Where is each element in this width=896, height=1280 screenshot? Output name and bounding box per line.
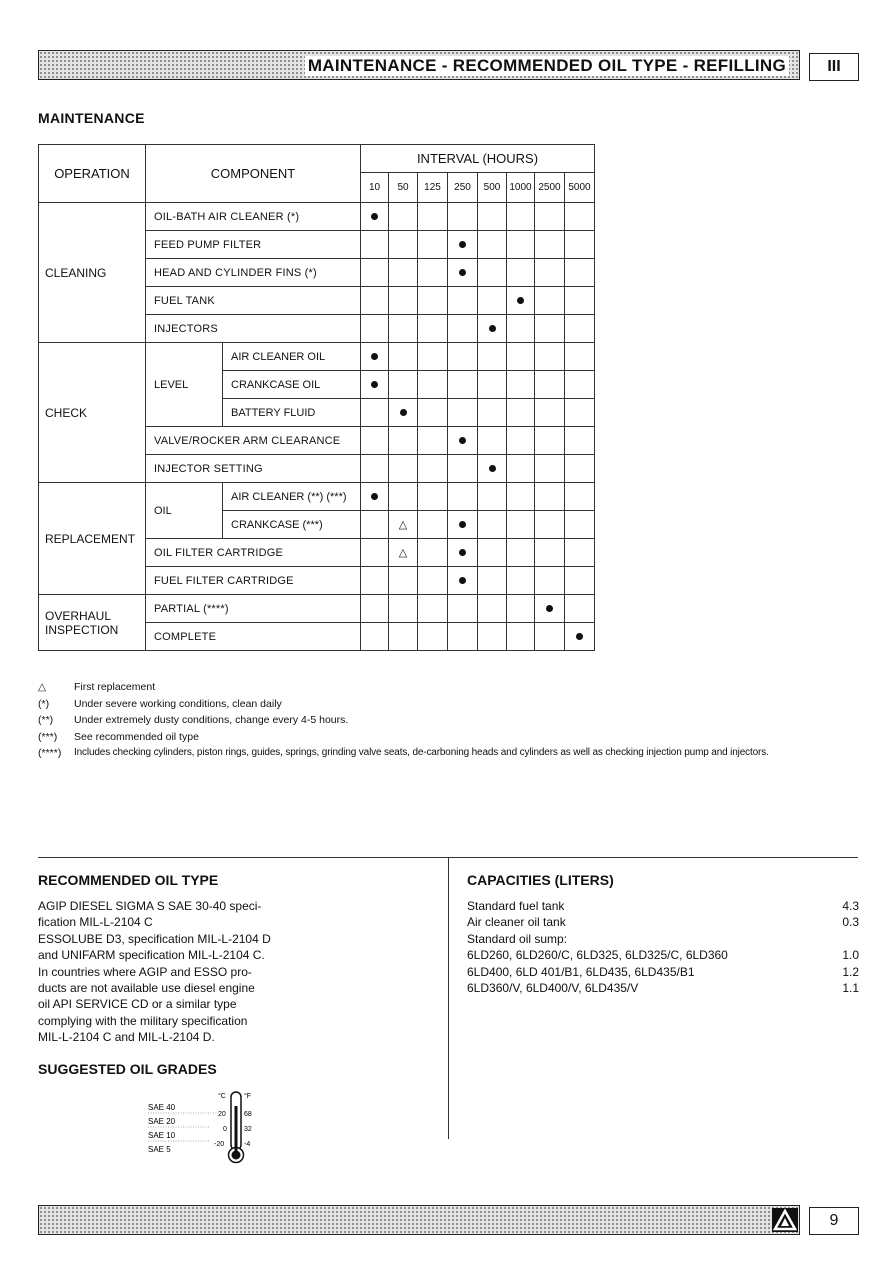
interval-2500: 2500: [535, 173, 565, 203]
first-replacement-icon: △: [389, 511, 418, 539]
row-label: FUEL FILTER CARTRIDGE: [146, 567, 361, 595]
fahrenheit-tick: -4: [244, 1141, 251, 1148]
inspection-label: INSPECTION: [45, 622, 119, 637]
celsius-unit: °C: [218, 1093, 226, 1100]
subgroup-level: LEVEL: [146, 343, 223, 427]
capacity-row: [467, 947, 859, 963]
first-replacement-icon: △: [389, 539, 418, 567]
oil-grades-heading: SUGGESTED OIL GRADES: [38, 1061, 217, 1077]
row-label: BATTERY FLUID: [223, 399, 361, 427]
footnote-symbol: (*): [38, 697, 50, 710]
row-label: CRANKCASE OIL: [223, 371, 361, 399]
footnote-symbol: △: [38, 681, 47, 693]
footnote-symbol: (**): [38, 714, 54, 727]
text-line: fication MIL-L-2104 C: [38, 915, 153, 930]
capacity-label: Standard oil sump:: [467, 931, 568, 946]
capacity-label: Standard fuel tank: [467, 899, 565, 913]
capacity-row: [467, 898, 859, 914]
thermometer-icon: [140, 1088, 280, 1168]
page-title: MAINTENANCE - RECOMMENDED OIL TYPE - REFILLING: [305, 56, 789, 76]
group-replacement: REPLACEMENT: [39, 483, 146, 595]
capacity-value: 0.3: [842, 915, 859, 930]
capacity-row: [467, 964, 859, 980]
capacity-value: 1.2: [842, 964, 859, 979]
footnote-symbol: (***): [38, 730, 58, 743]
text-line: oil API SERVICE CD or a similar type: [38, 997, 237, 1012]
fahrenheit-tick: 32: [244, 1126, 252, 1133]
row-label: FUEL TANK: [146, 287, 361, 315]
interval-dot: [459, 241, 466, 248]
text-line: and UNIFARM specification MIL-L-2104 C.: [38, 948, 265, 963]
row-label: VALVE/ROCKER ARM CLEARANCE: [146, 427, 361, 455]
interval-50: 50: [389, 173, 418, 203]
header-component: COMPONENT: [146, 145, 361, 203]
interval-dot: [371, 213, 378, 220]
footnote-text: First replacement: [74, 681, 156, 693]
interval-dot: [459, 437, 466, 444]
footnotes: [38, 679, 769, 762]
grade-label: SAE 40: [148, 1103, 176, 1112]
recommended-oil-text: [38, 898, 288, 1046]
capacity-row: [467, 931, 859, 947]
capacity-value: 4.3: [842, 899, 859, 913]
capacity-label: 6LD360/V, 6LD400/V, 6LD435/V: [467, 981, 639, 996]
interval-5000: 5000: [565, 173, 595, 203]
footnote: [38, 696, 769, 713]
footnote-text: Includes checking cylinders, piston rings, guides, springs, grinding valve seats, de-carboning heads and cylinders as well as checking injection pump and injectors.: [74, 747, 769, 759]
row-label: AIR CLEANER (**) (***): [223, 483, 361, 511]
interval-dot: [371, 493, 378, 500]
grade-label: SAE 5: [148, 1145, 171, 1154]
interval-dot: [371, 353, 378, 360]
footnote-text: See recommended oil type: [74, 730, 199, 743]
interval-dot: [517, 297, 524, 304]
row-label: OIL FILTER CARTRIDGE: [146, 539, 361, 567]
capacities-list: [467, 898, 859, 996]
maintenance-table: [38, 144, 595, 651]
row-label: CRANKCASE (***): [223, 511, 361, 539]
header-operation: OPERATION: [39, 145, 146, 203]
interval-dot: [489, 465, 496, 472]
row-label: INJECTOR SETTING: [146, 455, 361, 483]
interval-dot: [371, 381, 378, 388]
grade-label: SAE 20: [148, 1117, 176, 1126]
text-line: AGIP DIESEL SIGMA S SAE 30-40 speci-: [38, 899, 262, 913]
footnote-text: Under extremely dusty conditions, change every 4-5 hours.: [74, 714, 349, 727]
group-cleaning: CLEANING: [39, 203, 146, 343]
interval-125: 125: [418, 173, 448, 203]
capacity-row: [467, 914, 859, 930]
interval-250: 250: [448, 173, 478, 203]
header-interval: INTERVAL (HOURS): [361, 145, 595, 173]
footnote-text: Under severe working conditions, clean daily: [74, 697, 282, 710]
interval-dot: [400, 409, 407, 416]
row-label: AIR CLEANER OIL: [223, 343, 361, 371]
capacity-label: 6LD400, 6LD 401/B1, 6LD435, 6LD435/B1: [467, 964, 695, 979]
text-line: ducts are not available use diesel engine: [38, 981, 255, 996]
capacity-value: 1.0: [842, 948, 859, 963]
warning-logo-icon: [772, 1208, 798, 1232]
row-label: COMPLETE: [146, 623, 361, 651]
interval-dot: [489, 325, 496, 332]
interval-dot: [459, 577, 466, 584]
capacity-row: [467, 980, 859, 996]
interval-dot: [459, 269, 466, 276]
footnote: [38, 745, 769, 762]
interval-dot: [546, 605, 553, 612]
interval-dot: [459, 549, 466, 556]
footer-bar: [38, 1205, 800, 1235]
column-divider: [448, 857, 449, 1139]
capacity-label: Air cleaner oil tank: [467, 915, 566, 930]
interval-1000: 1000: [507, 173, 535, 203]
section-number: III: [809, 53, 859, 81]
text-line: complying with the military specification: [38, 1013, 248, 1028]
interval-dot: [459, 521, 466, 528]
group-check: CHECK: [39, 343, 146, 483]
interval-dot: [576, 633, 583, 640]
header-bar: [38, 50, 800, 80]
overhaul-label: OVERHAUL: [45, 608, 112, 623]
thermometer-column: [235, 1106, 238, 1152]
maintenance-heading: MAINTENANCE: [38, 110, 145, 126]
row-label: OIL-BATH AIR CLEANER (*): [146, 203, 361, 231]
row-label: FEED PUMP FILTER: [146, 231, 361, 259]
fahrenheit-tick: 68: [244, 1111, 252, 1118]
celsius-tick: -20: [214, 1141, 225, 1148]
group-overhaul-inspection: [39, 595, 146, 651]
celsius-tick: 0: [223, 1126, 227, 1133]
row-label: HEAD AND CYLINDER FINS (*): [146, 259, 361, 287]
capacity-label: 6LD260, 6LD260/C, 6LD325, 6LD325/C, 6LD360: [467, 948, 728, 963]
capacities-heading: CAPACITIES (LITERS): [467, 872, 614, 888]
footnote-symbol: (****): [38, 747, 62, 760]
text-line: MIL-L-2104 C and MIL-L-2104 D.: [38, 1030, 215, 1045]
text-line: ESSOLUBE D3, specification MIL-L-2104 D: [38, 931, 271, 946]
grade-label: SAE 10: [148, 1131, 176, 1140]
row-label: PARTIAL (****): [146, 595, 361, 623]
row-label: INJECTORS: [146, 315, 361, 343]
recommended-oil-heading: RECOMMENDED OIL TYPE: [38, 872, 219, 888]
text-line: In countries where AGIP and ESSO pro-: [38, 964, 252, 979]
footnote: [38, 712, 769, 729]
interval-10: 10: [361, 173, 389, 203]
subgroup-oil: OIL: [146, 483, 223, 539]
footnote: [38, 679, 769, 696]
page-number: 9: [809, 1207, 859, 1235]
capacity-value: 1.1: [842, 981, 859, 996]
celsius-tick: 20: [218, 1111, 226, 1118]
footnote: [38, 729, 769, 746]
interval-500: 500: [478, 173, 507, 203]
fahrenheit-unit: °F: [244, 1093, 252, 1100]
